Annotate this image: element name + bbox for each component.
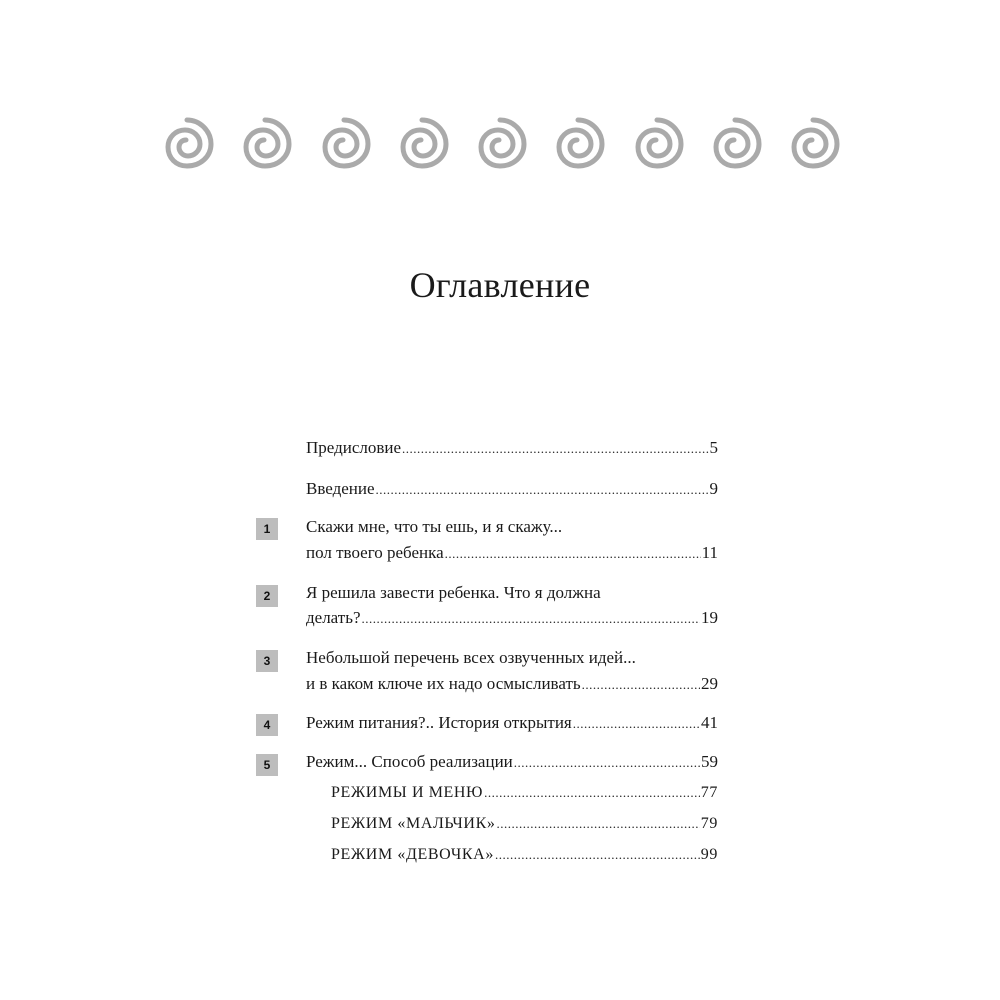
dot-leader (376, 478, 709, 502)
toc-page-number: 59 (701, 752, 718, 771)
dot-leader (484, 781, 700, 805)
toc-subsection-title: РЕЖИМ «ДЕВОЧКА» (331, 846, 494, 863)
spiral-icon (237, 116, 293, 172)
chapter-number-badge: 1 (256, 518, 278, 540)
toc-chapter-3-line2[interactable] (306, 672, 718, 697)
spiral-icon (550, 116, 606, 172)
chapter-number-badge: 3 (256, 650, 278, 672)
chapter-number-badge: 4 (256, 714, 278, 736)
toc-subsection[interactable] (331, 812, 718, 836)
toc-chapter-5[interactable] (306, 750, 718, 775)
dot-leader (514, 751, 700, 775)
spiral-icon (159, 116, 215, 172)
toc-chapter-1-line1[interactable] (306, 515, 718, 539)
toc-entry-title: Режим... Способ реализации (306, 752, 513, 771)
toc-page-number: 77 (700, 784, 718, 801)
spiral-icon (394, 116, 450, 172)
spiral-icon (707, 116, 763, 172)
toc-entry-title: Предисловие (306, 438, 402, 457)
dot-leader (582, 673, 700, 697)
chapter-number-badge: 5 (256, 754, 278, 776)
toc-chapter-2-line2[interactable] (306, 606, 718, 631)
toc-page-number: 29 (701, 674, 718, 693)
toc-entry-title-cont: делать? (306, 608, 361, 627)
toc-entry-title: Режим питания?.. История открытия (306, 713, 572, 732)
ornament-row (159, 116, 841, 172)
dot-leader (573, 712, 700, 736)
toc-subsection[interactable] (331, 843, 718, 867)
toc-chapter-3-line1[interactable] (306, 646, 718, 670)
toc-entry-title: Скажи мне, что ты ешь, и я скажу... (306, 517, 563, 536)
toc-page-number: 79 (700, 815, 718, 832)
toc-subsection-title: РЕЖИМ «МАЛЬЧИК» (331, 815, 496, 832)
toc-chapter-2-line1[interactable] (306, 581, 718, 605)
toc-entry-intro[interactable] (306, 477, 718, 502)
toc-subsection[interactable] (331, 781, 718, 805)
dot-leader (362, 607, 700, 631)
toc-page-number: 11 (701, 543, 718, 562)
toc-entry-preface[interactable] (306, 436, 718, 461)
toc-entry-title: Небольшой перечень всех озвученных идей... (306, 648, 636, 667)
toc-page-number: 41 (701, 713, 718, 732)
page-title: Оглавление (409, 265, 591, 305)
toc-chapter-1-line2[interactable] (306, 541, 718, 566)
dot-leader (402, 437, 708, 461)
dot-leader (495, 843, 700, 867)
toc-page-number: 9 (709, 479, 718, 498)
toc-page-number: 5 (709, 438, 718, 457)
toc-entry-title-cont: и в каком ключе их надо осмысливать (306, 674, 581, 693)
spiral-icon (472, 116, 528, 172)
toc-page-number: 19 (701, 608, 718, 627)
toc-entry-title: Я решила завести ребенка. Что я должна (306, 583, 601, 602)
spiral-icon (629, 116, 685, 172)
chapter-number-badge: 2 (256, 585, 278, 607)
toc-entry-title-cont: пол твоего ребенка (306, 543, 444, 562)
toc-page-number: 99 (700, 846, 718, 863)
toc-chapter-4[interactable] (306, 711, 718, 736)
spiral-icon (316, 116, 372, 172)
toc-subsection-title: РЕЖИМЫ И МЕНЮ (331, 784, 484, 801)
dot-leader (445, 542, 701, 566)
dot-leader (496, 812, 699, 836)
spiral-icon (785, 116, 841, 172)
toc-entry-title: Введение (306, 479, 375, 498)
